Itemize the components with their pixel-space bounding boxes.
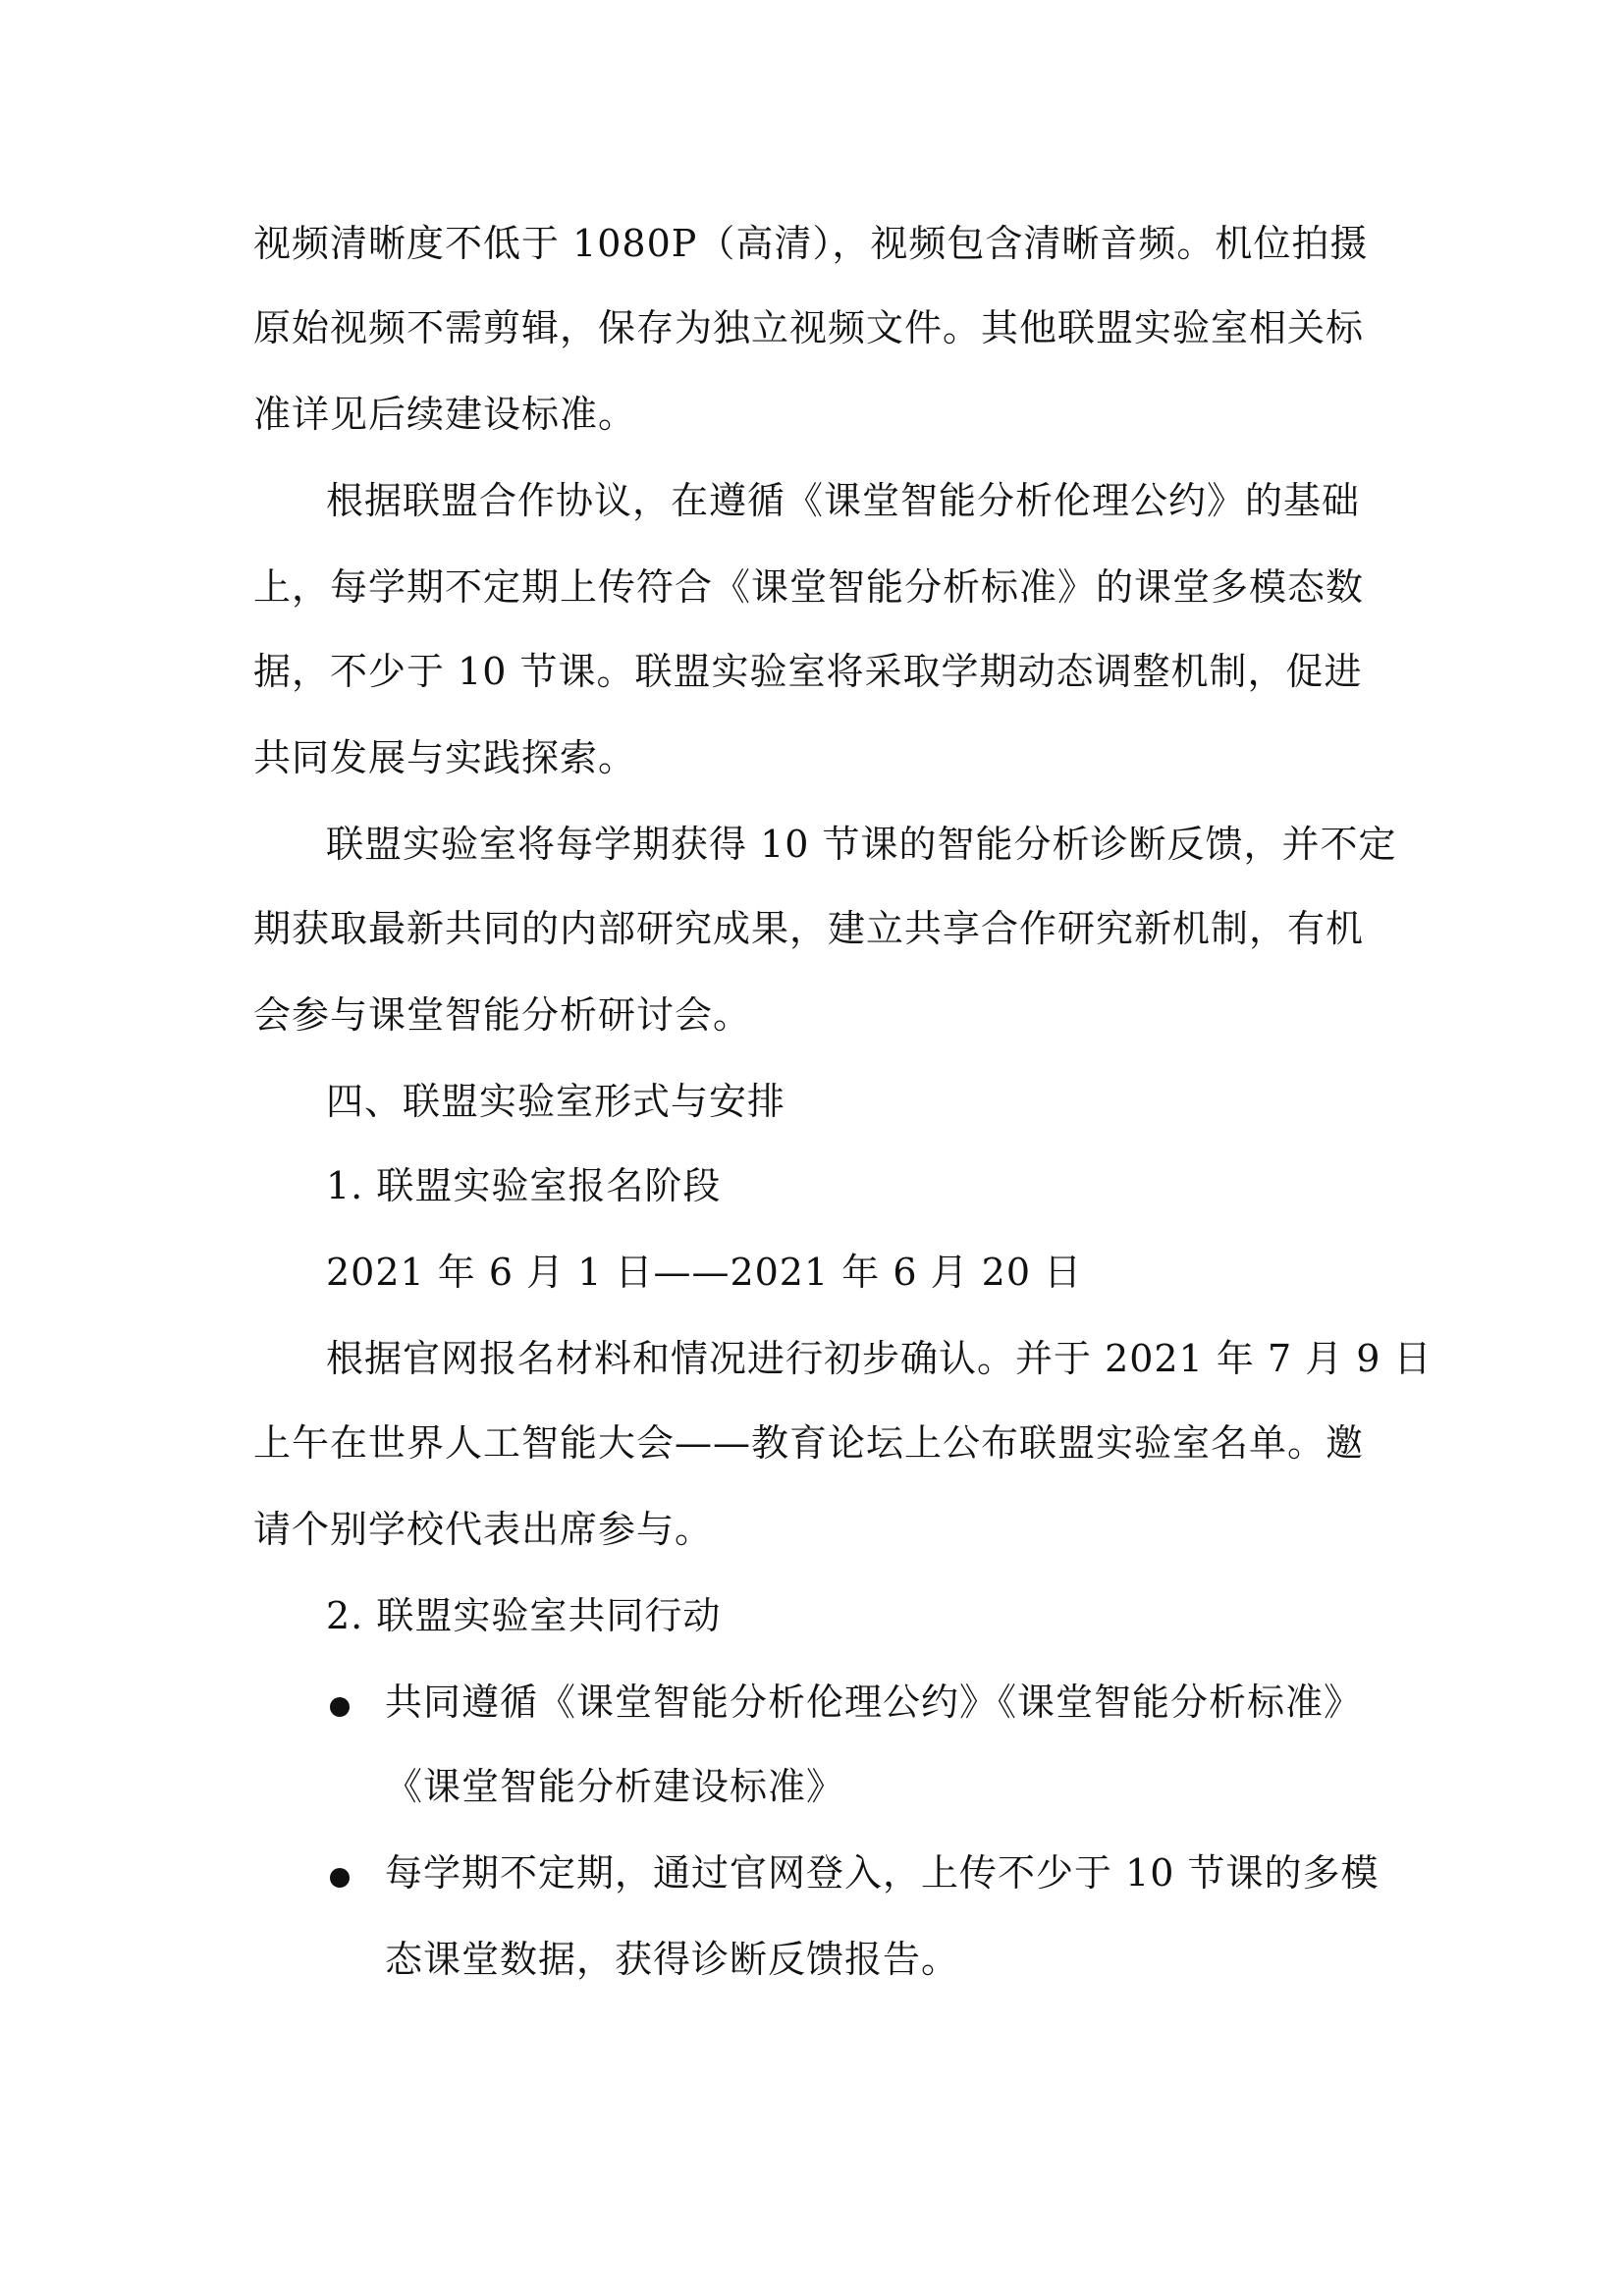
item-1-heading: 1. 联盟实验室报名阶段	[326, 1164, 722, 1207]
bullet-dot-icon	[330, 1697, 350, 1717]
paragraph-3-line-2: 期获取最新共同的内部研究成果，建立共享合作研究新机制，有机	[253, 907, 1365, 950]
paragraph-2-line-4: 共同发展与实践探索。	[253, 736, 637, 779]
paragraph-2-line-2: 上，每学期不定期上传符合《课堂智能分析标准》的课堂多模态数	[253, 565, 1365, 609]
paragraph-1-line-3: 准详见后续建设标准。	[253, 393, 637, 436]
paragraph-4-line-3: 请个别学校代表出席参与。	[253, 1508, 714, 1551]
paragraph-1-line-1: 视频清晰度不低于 1080P（高清），视频包含清晰音频。机位拍摄	[253, 222, 1369, 265]
paragraph-2-line-1: 根据联盟合作协议，在遵循《课堂智能分析伦理公约》的基础	[326, 479, 1361, 522]
bullet-2-line-2: 态课堂数据，获得诊断反馈报告。	[385, 1938, 960, 1981]
bullet-1-line-1: 共同遵循《课堂智能分析伦理公约》《课堂智能分析标准》	[385, 1681, 1363, 1724]
section-4-heading: 四、联盟实验室形式与安排	[326, 1080, 786, 1123]
bullet-dot-icon	[330, 1868, 350, 1888]
paragraph-2-line-3: 据，不少于 10 节课。联盟实验室将采取学期动态调整机制，促进	[253, 650, 1363, 693]
item-1-dates: 2021 年 6 月 1 日——2021 年 6 月 20 日	[326, 1251, 1083, 1294]
paragraph-3-line-3: 会参与课堂智能分析研讨会。	[253, 993, 752, 1037]
item-2-heading: 2. 联盟实验室共同行动	[326, 1594, 722, 1637]
bullet-1-line-2: 《课堂智能分析建设标准》	[385, 1765, 845, 1808]
paragraph-4-line-2: 上午在世界人工智能大会——教育论坛上公布联盟实验室名单。邀	[253, 1421, 1365, 1465]
paragraph-4-line-1: 根据官网报名材料和情况进行初步确认。并于 2021 年 7 月 9 日	[326, 1337, 1433, 1380]
paragraph-1-line-2: 原始视频不需剪辑，保存为独立视频文件。其他联盟实验室相关标	[253, 306, 1365, 349]
bullet-2-line-1: 每学期不定期，通过官网登入，上传不少于 10 节课的多模	[385, 1851, 1380, 1895]
paragraph-3-line-1: 联盟实验室将每学期获得 10 节课的智能分析诊断反馈，并不定	[326, 823, 1397, 866]
